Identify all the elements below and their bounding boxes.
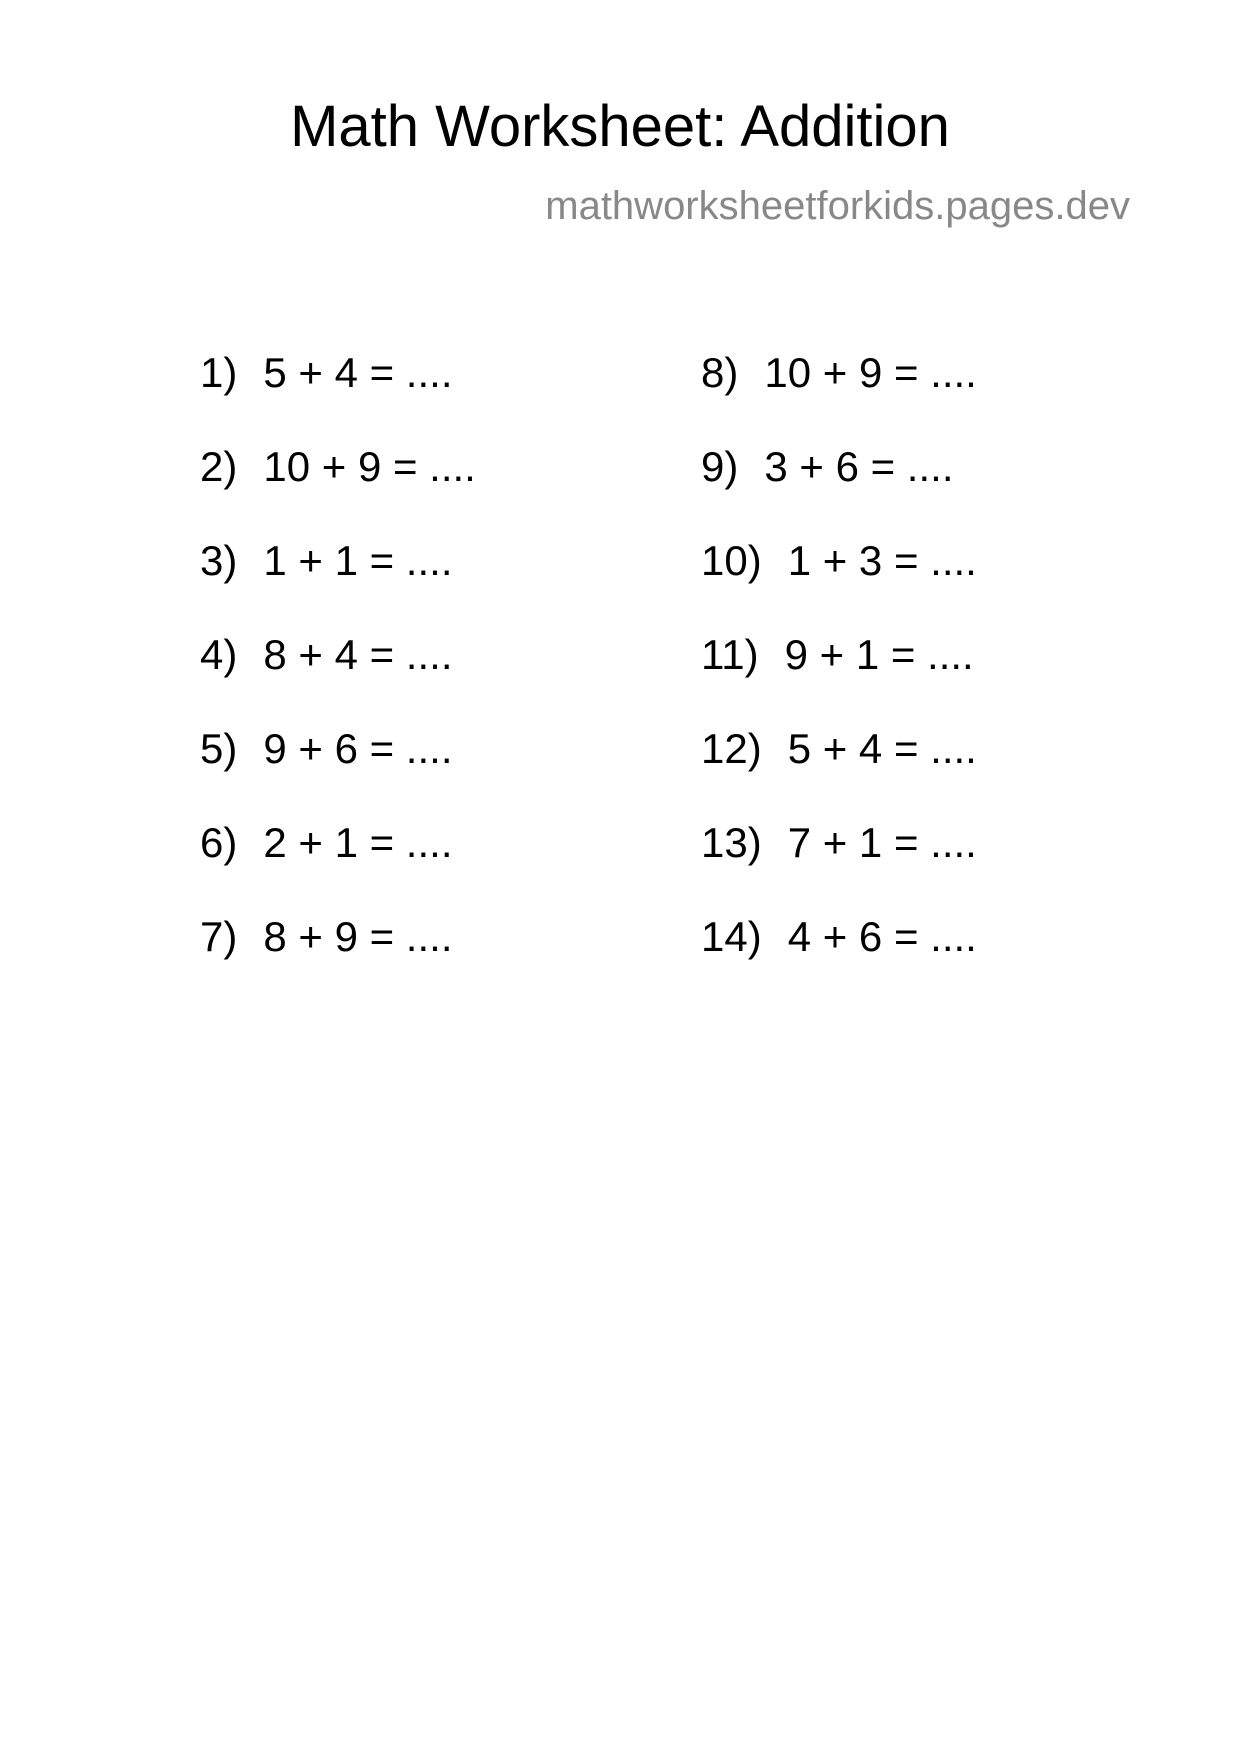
worksheet-title: Math Worksheet: Addition (290, 94, 950, 159)
problem-item (200, 631, 453, 678)
problem-number: 2) (200, 443, 238, 490)
problem-item (701, 819, 977, 866)
problem-number: 13) (701, 819, 762, 866)
problem-number: 1) (200, 349, 238, 396)
problem-expression: 1 + 1 = .... (263, 537, 453, 584)
problem-number: 11) (701, 631, 759, 678)
problem-expression: 4 + 6 = .... (787, 913, 977, 960)
problem-expression: 9 + 6 = .... (263, 725, 453, 772)
problem-number: 3) (200, 537, 238, 584)
problem-item (200, 537, 453, 584)
problem-item (200, 725, 453, 772)
problem-expression: 10 + 9 = .... (764, 349, 977, 396)
problem-expression: 8 + 4 = .... (263, 631, 453, 678)
problem-number: 9) (701, 443, 739, 490)
problem-item (701, 349, 977, 396)
problem-item (200, 443, 476, 490)
problem-item (701, 725, 977, 772)
problem-expression: 8 + 9 = .... (263, 913, 453, 960)
problem-expression: 2 + 1 = .... (263, 819, 453, 866)
problem-item (701, 631, 974, 678)
problem-number: 12) (701, 725, 762, 772)
worksheet-source-url: mathworksheetforkids.pages.dev (545, 184, 1130, 228)
problem-number: 5) (200, 725, 238, 772)
problem-number: 4) (200, 631, 238, 678)
problem-expression: 5 + 4 = .... (787, 725, 977, 772)
problem-expression: 7 + 1 = .... (787, 819, 977, 866)
problem-item (200, 819, 453, 866)
problem-item (200, 349, 453, 396)
problem-expression: 1 + 3 = .... (787, 537, 977, 584)
problem-number: 10) (701, 537, 762, 584)
problem-expression: 9 + 1 = .... (784, 631, 974, 678)
problem-number: 14) (701, 913, 762, 960)
problem-item (701, 913, 977, 960)
problem-expression: 5 + 4 = .... (263, 349, 453, 396)
problem-number: 6) (200, 819, 238, 866)
problem-expression: 10 + 9 = .... (263, 443, 476, 490)
problem-expression: 3 + 6 = .... (764, 443, 954, 490)
problem-number: 8) (701, 349, 739, 396)
problem-number: 7) (200, 913, 238, 960)
problem-item (701, 443, 954, 490)
problem-item (701, 537, 977, 584)
problem-item (200, 913, 453, 960)
